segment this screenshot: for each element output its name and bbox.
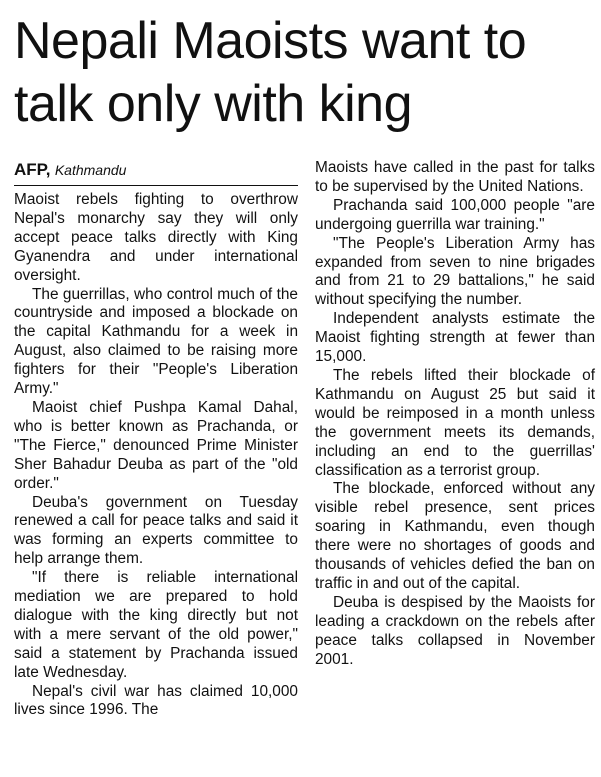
byline-agency: AFP,: [14, 160, 51, 179]
article-paragraph-6: Nepal's civil war has claimed 10,000 lives since 1996. The: [14, 682, 298, 719]
article-paragraph-1: Maoist rebels fighting to overthrow Nepal's monarchy say they will only accept peace talks directly with King Gyanendra and under international oversight.: [14, 191, 298, 284]
article-paragraph-12: Deuba is despised by the Maoists for leading a crackdown on the rebels after peace talks collapsed in November 2001.: [315, 593, 595, 668]
byline: [14, 159, 298, 186]
article-paragraph-9: Independent analysts estimate the Maoist fighting strength at fewer than 15,000.: [315, 310, 595, 366]
article-paragraph-8: "The People's Liberation Army has expanded from seven to nine brigades and from 21 to 29 battalions," he said without specifying the number.: [315, 234, 595, 309]
article-paragraph-6-continued: Maoists have called in the past for talks to be supervised by the United Nations.: [315, 159, 595, 195]
article-paragraph-4: Deuba's government on Tuesday renewed a call for peace talks and said it was forming an experts committee to help arrange them.: [14, 493, 298, 568]
article-paragraph-3: Maoist chief Pushpa Kamal Dahal, who is better known as Prachanda, or "The Fierce," denounced Prime Minister Sher Bahadur Deuba as part of the "old order.": [14, 398, 298, 492]
headline: Nepali Maoists want to talk only with king: [14, 12, 527, 133]
byline-dateline: Kathmandu: [54, 162, 127, 178]
article-paragraph-5: "If there is reliable international mediation we are prepared to hold dialogue with the king directly but not with a mere servant of the old power," said a statement by Prachanda issued late Wednesday.: [14, 569, 298, 681]
article-paragraph-10: The rebels lifted their blockade of Kathmandu on August 25 but said it would be reimposed in a month unless the government meets its demands, including an end to the guerrillas' classification as a terrorist group.: [315, 366, 595, 479]
article-column-left: [14, 159, 298, 720]
article-column-right: [315, 159, 595, 669]
article-paragraph-11: The blockade, enforced without any visible rebel presence, sent prices soaring in Kathmandu, even though there were no shortages of goods and thousands of vehicles defied the ban on traffic in and out of the capital.: [315, 480, 595, 592]
article-paragraph-7: Prachanda said 100,000 people "are undergoing guerrilla war training.": [315, 196, 595, 233]
article-paragraph-2: The guerrillas, who control much of the countryside and imposed a blockade on the capital Kathmandu for a week in August, also claimed to be raising more fighters for their "People's Liberation Army.": [14, 285, 298, 398]
